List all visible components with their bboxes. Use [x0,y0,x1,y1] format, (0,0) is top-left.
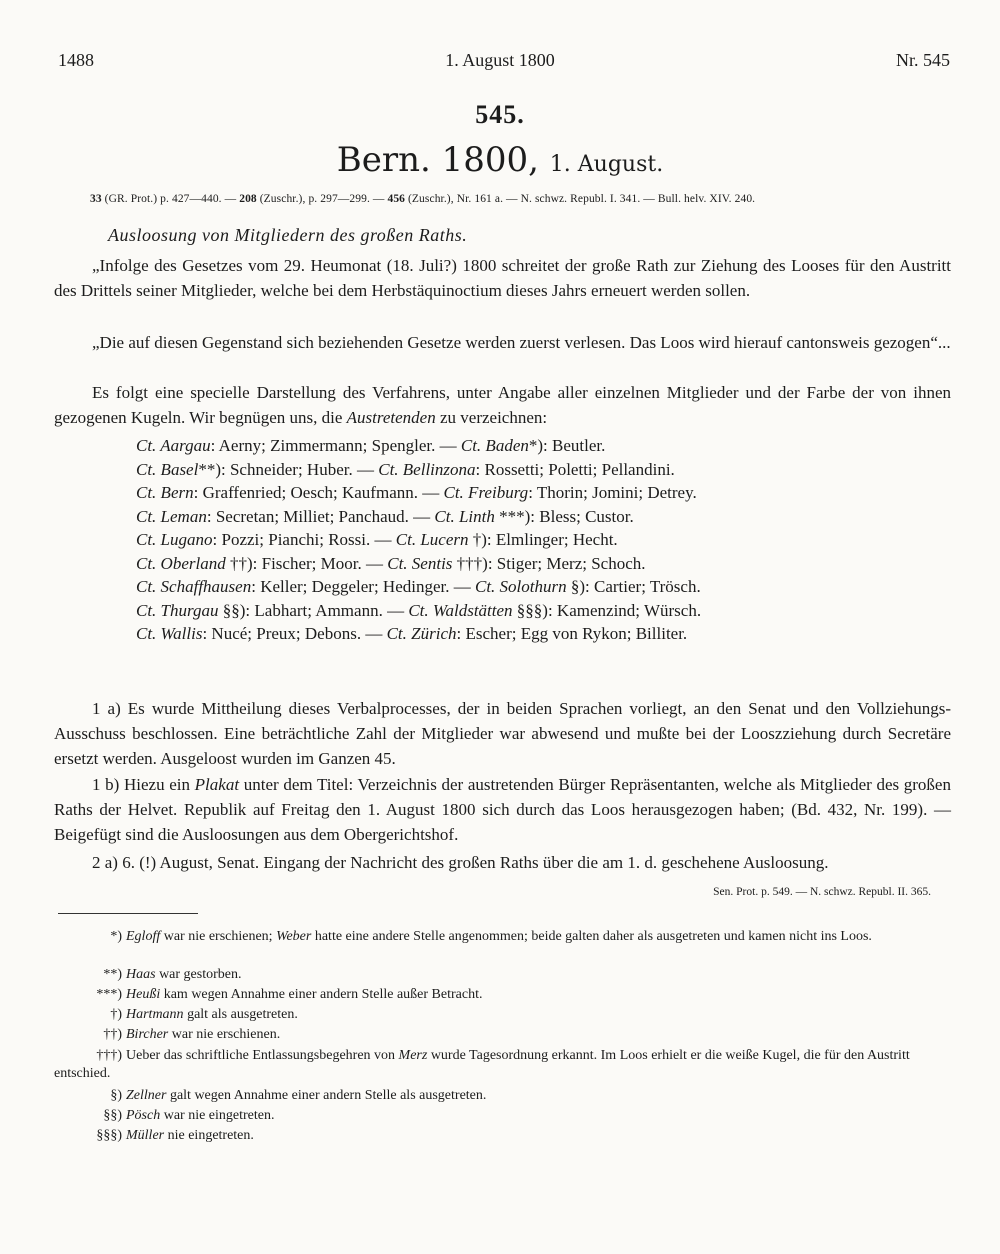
canton-members: : Aerny; Zimmermann; Spengler. — [210,436,461,455]
running-date: 1. August 1800 [445,50,555,70]
footnote-marker: **) [103,967,122,982]
footnote-name: Weber [276,929,312,944]
footnote-text: hatte eine andere Stelle angenommen; beide galten daher als ausgetreten und kamen nicht ins Loos. [311,929,872,944]
canton-entry [136,505,936,529]
canton-name: Ct. Wallis [136,624,203,643]
canton-entry [136,552,936,576]
place-year: Bern. 1800, [336,140,539,180]
footnote-text: galt wegen Annahme einer andern Stelle als ausgetreten. [166,1088,487,1103]
text: zu verzeichnen: [435,408,548,427]
ref-text: (Zuschr.), Nr. 161 a. — N. schwz. Republ. I. 341. — Bull. helv. XIV. 240. [405,193,756,205]
canton-members: ***): Bless; Custor. [494,506,634,526]
canton-members: : Keller; Deggeler; Hedinger. — [251,577,475,596]
footnote-marker: §§) [103,1108,122,1123]
canton-members: †††): Stiger; Merz; Schoch. [452,553,646,573]
place-day: 1. August. [549,152,664,177]
footnote-marker: ***) [96,987,122,1002]
canton-members: §§§): Kamenzind; Würsch. [512,600,702,620]
canton-members: : Graffenried; Oesch; Kaufmann. — [193,483,444,502]
canton-name: Ct. Thurgau [136,600,219,620]
canton-members: §): Cartier; Trösch. [566,577,701,596]
canton-members: : Thorin; Jomini; Detrey. [528,483,697,502]
footnote-text: wurde Tagesordnung erkannt. Im Loos erhielt er die weiße Kugel, die für den Austritt entschied. [54,1048,910,1081]
footnote-text: galt als ausgetreten. [183,1007,298,1022]
footnote-name: Haas [126,967,156,982]
canton-name: Ct. Baden [460,436,529,455]
footnote [54,1127,951,1145]
place-date-heading [0,140,1000,180]
footnote-text: war nie eingetreten. [160,1108,275,1123]
source-references [90,193,970,205]
canton-name: Ct. Zürich [386,624,457,643]
emphasis: Plakat [194,775,240,794]
canton-entry [136,622,936,646]
canton-members: : Rossetti; Poletti; Pellandini. [475,459,675,479]
footnote [54,928,951,946]
canton-name: Ct. Bern [136,483,194,502]
footnote-name: Pösch [126,1108,161,1123]
source-note: Sen. Prot. p. 549. — N. schwz. Republ. II. 365. [713,886,931,898]
canton-name: Ct. Solothurn [474,577,567,596]
canton-name: Ct. Aargau [136,436,211,455]
canton-name: Ct. Sentis [387,553,453,573]
footnote-name: Merz [398,1048,428,1063]
canton-name: Ct. Freiburg [443,483,529,502]
canton-members: : Nucé; Preux; Debons. — [202,624,387,643]
footnote [54,1026,951,1044]
text: unter dem Titel: Verzeichnis der austretenden Bürger Repräsentanten, welche als Mitglieder des großen Raths der Helvet. Republik auf Freitag den 1. August 1800 sich durch das Loos herausgezogen haben; (Bd. 432, Nr. 199). — Beigefügt sind die Ausloosungen aus dem Obergerichtshof. [54,775,951,844]
canton-entry [136,599,936,623]
canton-name: Ct. Leman [136,506,207,526]
footnote-name: Egloff [126,929,161,944]
paragraph-1b [54,772,951,847]
canton-entry [136,575,936,599]
footnote-name: Müller [126,1128,165,1143]
paragraph-2: „Die auf diesen Gegenstand sich beziehenden Gesetze werden zuerst verlesen. Das Loos wird hierauf cantonsweis gezogen“... [92,333,951,352]
ref-bold: 456 [387,193,406,205]
document-number-header: Nr. 545 [896,50,950,70]
canton-entry [136,481,936,505]
page-number: 1488 [58,50,94,70]
footnote-marker: †††) [96,1048,122,1063]
text: Es folgt eine specielle Darstellung des Verfahrens, unter Angabe aller einzelnen Mitglieder und der Farbe der von ihnen gezogenen Kugeln. Wir begnügen uns, die [54,383,951,427]
footnote-marker: ††) [103,1027,122,1042]
canton-name: Ct. Basel [136,459,199,479]
footnote-text: war nie erschienen. [168,1027,281,1042]
footnote-text: war gestorben. [155,967,242,982]
canton-name: Ct. Waldstätten [408,600,513,620]
footnote-marker: §) [110,1088,122,1103]
canton-members: *): Beutler. [528,436,606,455]
footnote-name: Bircher [126,1027,169,1042]
canton-members: ††): Fischer; Moor. — [225,553,388,573]
paragraph-3 [54,380,951,430]
canton-members: : Pozzi; Pianchi; Rossi. — [212,530,396,549]
footnote-name: Heußi [126,987,161,1002]
footnote [54,1006,951,1024]
canton-name: Ct. Oberland [136,553,226,573]
footnote [54,1047,951,1083]
footnote-text: nie eingetreten. [164,1128,254,1143]
canton-members: **): Schneider; Huber. — [198,459,379,479]
canton-name: Ct. Lugano [136,530,213,549]
canton-name: Ct. Bellinzona [378,459,476,479]
emphasis: Austretenden [346,408,436,427]
footnote [54,1107,951,1125]
canton-members: §§): Labhart; Ammann. — [218,600,409,620]
paragraph-1: „Infolge des Gesetzes vom 29. Heumonat (18. Juli?) 1800 schreitet der große Rath zur Ziehung des Looses für den Austritt des Drittels seiner Mitglieder, welche bei dem Herbstäquinoctium dieses Jahrs erneuert werden sollen. [54,256,951,300]
canton-members: †): Elmlinger; Hecht. [468,530,618,549]
paragraph-1a: 1 a) Es wurde Mittheilung dieses Verbalprocesses, der in beiden Sprachen vorliegt, an den Senat und den Vollziehungs-Ausschuss beschlossen. Eine beträchtliche Zahl der Mitglieder war abwesend und mußte bei der Looszziehung durch Secretäre ersetzt werden. Ausgeloost wurden im Ganzen 45. [54,699,951,768]
ref-text: (Zuschr.), p. 297—299. — [256,193,388,205]
document-number: 545. [475,100,525,129]
canton-members: : Escher; Egg von Rykon; Billiter. [456,624,688,643]
text: 1 b) Hiezu ein [92,775,195,794]
canton-name: Ct. Linth [434,506,495,526]
canton-entry [136,434,936,458]
footnote-text: kam wegen Annahme einer andern Stelle außer Betracht. [160,987,483,1002]
footnote [54,966,951,984]
footnote-text: war nie erschienen; [160,929,277,944]
footnote-name: Hartmann [126,1007,184,1022]
canton-entry [136,458,936,482]
text: 2 a) 6. (!) August, Senat. Eingang der Nachricht des großen Raths über die am 1. d. geschehene Ausloosung. [92,853,829,872]
ref-bold: 208 [239,193,257,205]
footnote [54,986,951,1004]
footnote-rule [58,913,198,914]
footnote-marker: †) [110,1007,122,1022]
canton-name: Ct. Schaffhausen [136,577,252,596]
subject-heading: Ausloosung von Mitgliedern des großen Raths. [108,225,468,245]
canton-entry [136,528,936,552]
paragraph-2a [54,850,951,898]
ref-text: (GR. Prot.) p. 427—440. — [101,193,240,205]
ref-bold: 33 [90,193,102,205]
canton-list [136,434,936,646]
canton-members: : Secretan; Milliet; Panchaud. — [206,506,435,526]
footnote-marker: §§§) [96,1128,122,1143]
footnote-marker: *) [110,929,122,944]
canton-name: Ct. Lucern [395,530,469,549]
footnote [54,1087,951,1105]
footnote-text: Ueber das schriftliche Entlassungsbegehren von [126,1048,399,1063]
footnote-name: Zellner [126,1088,167,1103]
